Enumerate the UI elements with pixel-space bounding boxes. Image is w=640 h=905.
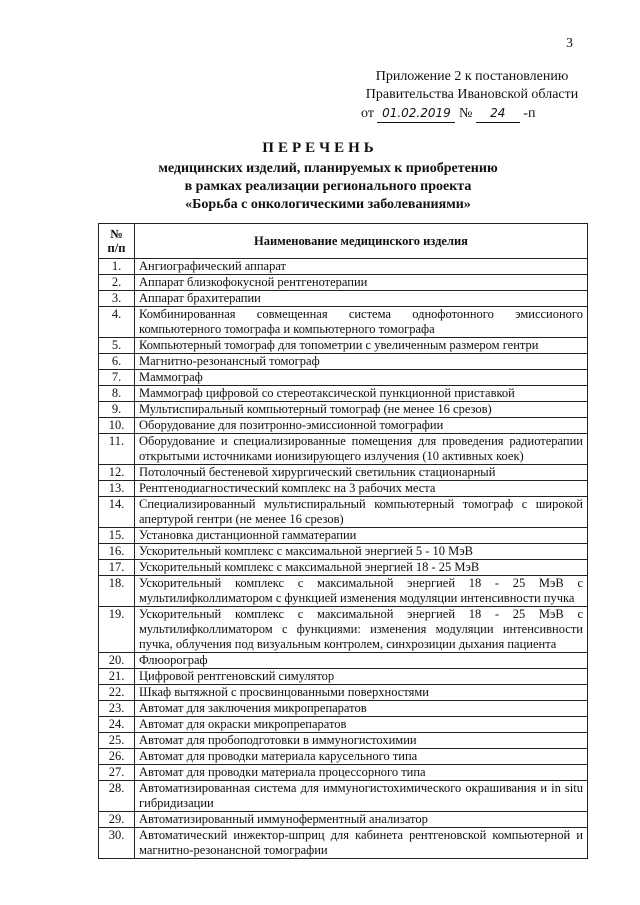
device-name: Специализированный мультиспиральный компьютерный томограф с широкой апертурой гентри (не менее 16 срезов)	[135, 497, 588, 528]
table-row	[99, 669, 588, 685]
device-name: Компьютерный томограф для топометрии с увеличенным размером гентри	[135, 338, 588, 354]
appendix-date-line	[356, 104, 588, 123]
device-name: Маммограф	[135, 370, 588, 386]
device-name: Оборудование и специализированные помещения для проведения радиотерапии открытыми источниками ионизирующего излучения (10 активных коек)	[135, 434, 588, 465]
table-row	[99, 717, 588, 733]
device-name: Автоматический инжектор-шприц для кабинета рентгеновской компьютерной и магнитно-резонансной томографии	[135, 828, 588, 859]
appendix-line-2: Правительства Ивановской области	[365, 87, 579, 102]
table-row	[99, 528, 588, 544]
table-row	[99, 607, 588, 653]
table-row	[99, 354, 588, 370]
table-row	[99, 418, 588, 434]
table-row	[99, 307, 588, 338]
subtitle-line: в рамках реализации регионального проекта	[184, 179, 472, 194]
table-row	[99, 828, 588, 859]
header-number	[99, 224, 135, 259]
table-row	[99, 291, 588, 307]
table-row	[99, 370, 588, 386]
medical-devices-table	[98, 223, 588, 859]
row-number: 23.	[99, 701, 135, 717]
row-number: 17.	[99, 560, 135, 576]
table-row	[99, 259, 588, 275]
table-row	[99, 386, 588, 402]
row-number: 2.	[99, 275, 135, 291]
page-number: 3	[566, 36, 573, 51]
row-number: 3.	[99, 291, 135, 307]
device-name: Аппарат близкофокусной рентгенотерапии	[135, 275, 588, 291]
device-name: Автомат для пробоподготовки в иммуногистохимии	[135, 733, 588, 749]
row-number: 7.	[99, 370, 135, 386]
device-name: Автоматизированная система для иммуногистохимического окрашивания и in situ гибридизации	[135, 781, 588, 812]
row-number: 21.	[99, 669, 135, 685]
device-name: Ангиографический аппарат	[135, 259, 588, 275]
device-name: Ускорительный комплекс с максимальной энергией 18 - 25 МэВ с мультилифколлиматором с функцией изменения модуляции интенсивности пучка	[135, 576, 588, 607]
subtitle-line: медицинских изделий, планируемых к приобретению	[158, 161, 498, 176]
header-number-line-2: п/п	[107, 241, 126, 255]
handwritten-date: 01.02.2019	[377, 104, 455, 123]
row-number: 12.	[99, 465, 135, 481]
table-row	[99, 497, 588, 528]
row-number: 20.	[99, 653, 135, 669]
row-number: 13.	[99, 481, 135, 497]
device-name: Автомат для заключения микропрепаратов	[135, 701, 588, 717]
row-number: 5.	[99, 338, 135, 354]
device-name: Автомат для окраски микропрепаратов	[135, 717, 588, 733]
document-title: ПЕРЕЧЕНЬ	[262, 140, 378, 156]
appendix-line-1: Приложение 2 к постановлению	[375, 69, 569, 84]
appendix-block	[356, 68, 588, 123]
table-row	[99, 576, 588, 607]
document-subtitle	[120, 160, 536, 214]
device-name: Комбинированная совмещенная система однофотонного эмиссионого компьютерного томографа и компьютерного томографа	[135, 307, 588, 338]
device-name: Рентгенодиагностический комплекс на 3 рабочих места	[135, 481, 588, 497]
row-number: 30.	[99, 828, 135, 859]
row-number: 26.	[99, 749, 135, 765]
row-number: 28.	[99, 781, 135, 812]
table-row	[99, 733, 588, 749]
row-number: 29.	[99, 812, 135, 828]
row-number: 11.	[99, 434, 135, 465]
device-name: Автомат для проводки материала карусельного типа	[135, 749, 588, 765]
table-row	[99, 701, 588, 717]
table-row	[99, 275, 588, 291]
row-number: 9.	[99, 402, 135, 418]
number-suffix: -п	[523, 106, 536, 121]
row-number: 8.	[99, 386, 135, 402]
device-name: Автомат для проводки материала процессорного типа	[135, 765, 588, 781]
row-number: 4.	[99, 307, 135, 338]
table-row	[99, 338, 588, 354]
table-row	[99, 765, 588, 781]
row-number: 18.	[99, 576, 135, 607]
row-number: 10.	[99, 418, 135, 434]
table-row	[99, 685, 588, 701]
row-number: 27.	[99, 765, 135, 781]
device-name: Ускорительный комплекс с максимальной энергией 18 - 25 МэВ с мультилифколлиматором с функциями: изменения модуляции интенсивности пучка, облучения под визуальным контролем, синхрозиции дыхания пациента	[135, 607, 588, 653]
row-number: 15.	[99, 528, 135, 544]
table-row	[99, 544, 588, 560]
table-row	[99, 434, 588, 465]
table-header-row	[99, 224, 588, 259]
device-name: Флюорограф	[135, 653, 588, 669]
table-row	[99, 465, 588, 481]
table-row	[99, 481, 588, 497]
table-row	[99, 781, 588, 812]
device-name: Маммограф цифровой со стереотаксической пункционной приставкой	[135, 386, 588, 402]
table-row	[99, 749, 588, 765]
device-name: Установка дистанционной гамматерапии	[135, 528, 588, 544]
subtitle-line: «Борьба с онкологическими заболеваниями»	[185, 197, 471, 212]
handwritten-number: 24	[476, 104, 520, 123]
device-name: Цифровой рентгеновский симулятор	[135, 669, 588, 685]
row-number: 16.	[99, 544, 135, 560]
row-number: 19.	[99, 607, 135, 653]
table-row	[99, 812, 588, 828]
device-name: Магнитно-резонансный томограф	[135, 354, 588, 370]
row-number: 22.	[99, 685, 135, 701]
row-number: 6.	[99, 354, 135, 370]
device-name: Шкаф вытяжной с просвинцованными поверхностями	[135, 685, 588, 701]
header-number-line-1: №	[110, 227, 123, 241]
from-label: от	[361, 106, 374, 121]
table-body	[99, 259, 588, 859]
device-name: Аппарат брахитерапии	[135, 291, 588, 307]
device-name: Оборудование для позитронно-эмиссионной томографии	[135, 418, 588, 434]
number-label: №	[458, 106, 473, 121]
row-number: 24.	[99, 717, 135, 733]
table-row	[99, 402, 588, 418]
table-row	[99, 560, 588, 576]
row-number: 14.	[99, 497, 135, 528]
header-name: Наименование медицинского изделия	[135, 224, 588, 259]
row-number: 1.	[99, 259, 135, 275]
device-name: Ускорительный комплекс с максимальной энергией 18 - 25 МэВ	[135, 560, 588, 576]
row-number: 25.	[99, 733, 135, 749]
device-name: Ускорительный комплекс с максимальной энергией 5 - 10 МэВ	[135, 544, 588, 560]
table-row	[99, 653, 588, 669]
device-name: Потолочный бестеневой хирургический светильник стационарный	[135, 465, 588, 481]
device-name: Автоматизированный иммуноферментный анализатор	[135, 812, 588, 828]
device-name: Мультиспиральный компьютерный томограф (не менее 16 срезов)	[135, 402, 588, 418]
